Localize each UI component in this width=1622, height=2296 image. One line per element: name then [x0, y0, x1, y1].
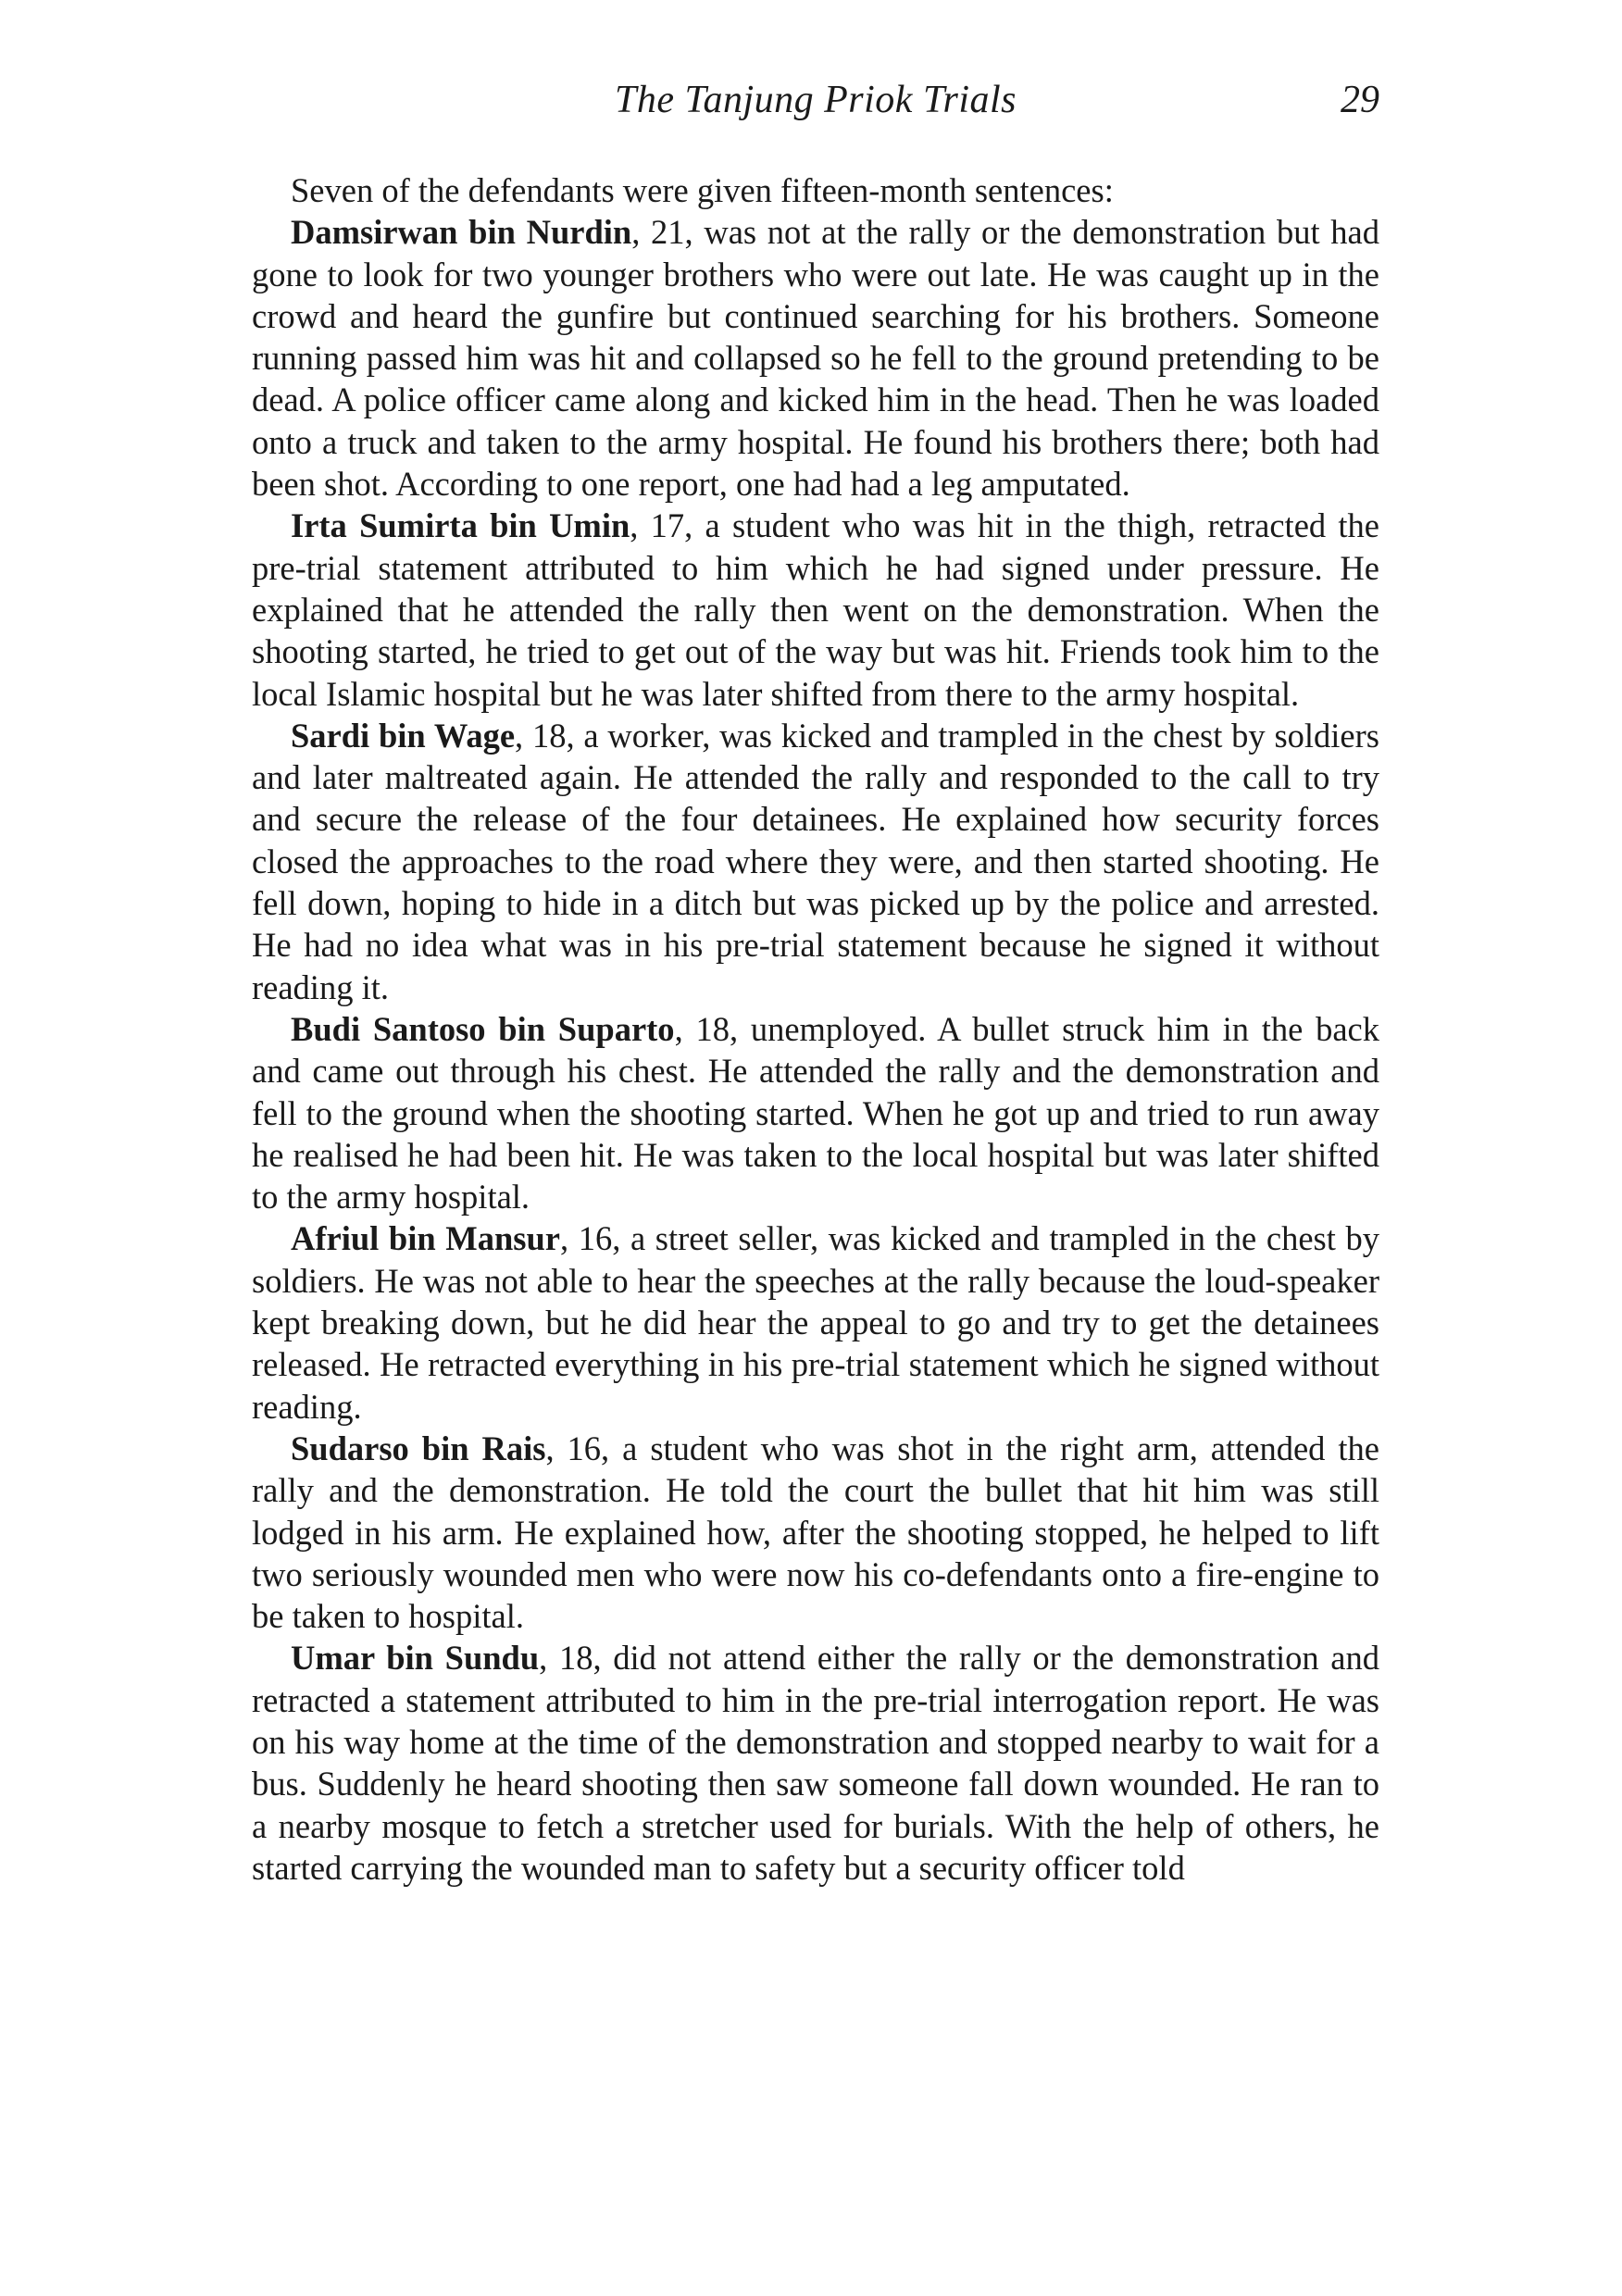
- defendant-name: Damsirwan bin Nurdin: [291, 213, 632, 252]
- paragraph-text: , 16, a street seller, was kicked and trampled in the chest by soldiers. He was not able to hear the speeches at the rally because the loud-speaker kept breaking down, but he did hear the appeal to go and try to get the detainees released. He retracted everything in his pre-trial statement which he signed without reading.: [252, 1219, 1379, 1426]
- paragraph-sudarso: [252, 1428, 1379, 1637]
- defendant-name: Umar bin Sundu: [291, 1639, 540, 1678]
- defendant-name: Sardi bin Wage: [291, 716, 516, 755]
- paragraph-text: , 17, a student who was hit in the thigh, retracted the pre-trial statement attributed to him which he had signed under pressure. He explained that he attended the rally then went on the demonstration. When the shooting started, he tried to get out of the way but was hit. Friends took him to the local Islamic hospital but he was later shifted from there to the army hospital.: [252, 506, 1379, 713]
- paragraph-budi: [252, 1008, 1379, 1217]
- defendant-name: Budi Santoso bin Suparto: [291, 1009, 675, 1048]
- intro-paragraph: Seven of the defendants were given fifteen-month sentences:: [291, 171, 1114, 209]
- paragraph-text: , 16, a student who was shot in the right arm, attended the rally and the demonstration. He told the court the bullet that hit him was still lodged in his arm. He explained how, after the shooting stopped, he helped to lift two seriously wounded men who were now his co-defendants onto a fire-engine to be taken to hospital.: [252, 1429, 1380, 1636]
- paragraph-sardi: [252, 715, 1379, 1008]
- paragraph-umar: [252, 1637, 1379, 1889]
- running-head: [252, 72, 1379, 128]
- paragraph-damsirwan: [252, 211, 1379, 505]
- paragraph-text: , 21, was not at the rally or the demonstration but had gone to look for two younger brothers who were out late. He was caught up in the crowd and heard the gunfire but continued searching for his brothers. Someone running passed him was hit and collapsed so he fell to the ground pretending to be dead. A police officer came along and kicked him in the head. Then he was loaded onto a truck and taken to the army hospital. He found his brothers there; both had been shot. According to one report, one had had a leg amputated.: [252, 213, 1379, 504]
- paragraph-text: , 18, unemployed. A bullet struck him in the back and came out through his chest. He attended the rally and the demonstration and fell to the ground when the shooting started. When he got up and tried to run away he realised he had been hit. He was taken to the local hospital but was later shifted to the army hospital.: [252, 1009, 1379, 1217]
- paragraph-afriul: [252, 1217, 1379, 1427]
- paragraph-irta: [252, 505, 1379, 714]
- page-number: 29: [1341, 79, 1379, 121]
- defendant-name: Sudarso bin Rais: [291, 1429, 546, 1467]
- defendant-name: Irta Sumirta bin Umin: [291, 506, 630, 545]
- running-title: The Tanjung Priok Trials: [614, 79, 1017, 121]
- paragraph-text: , 18, a worker, was kicked and trampled in the chest by soldiers and later maltreated again. He attended the rally and responded to the call to try and secure the release of the four detainees. He explained how security forces closed the approaches to the road where they were, and then started shooting. He fell down, hoping to hide in a ditch but was picked up by the police and arrested. He had no idea what was in his pre-trial statement because he signed it without reading it.: [252, 716, 1379, 1006]
- defendant-name: Afriul bin Mansur: [291, 1219, 560, 1258]
- body-text: [252, 169, 1379, 1889]
- paragraph-text: , 18, did not attend either the rally or the demonstration and retracted a statement attributed to him in the pre-trial interrogation report. He was on his way home at the time of the demonstration and stopped nearby to wait for a bus. Suddenly he heard shooting then saw someone fall down wounded. He ran to a nearby mosque to fetch a stretcher used for burials. With the help of others, he started carrying the wounded man to safety but a security officer told: [252, 1639, 1379, 1887]
